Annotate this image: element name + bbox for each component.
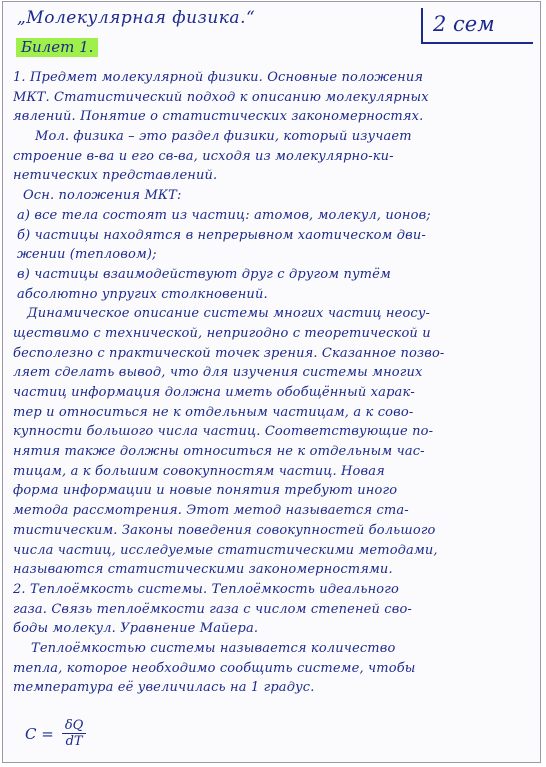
formula-numerator: δQ [62, 718, 86, 734]
text-line: б) частицы находятся в непрерывном хаотическом дви- [17, 227, 426, 243]
text-line: Динамическое описание системы многих частиц неосу- [27, 306, 431, 322]
text-line: а) все тела состоят из частиц: атомов, молекул, ионов; [17, 207, 431, 223]
text-line: жении (тепловом); [17, 247, 157, 263]
text-line: строение в-ва и его св-ва, исходя из молекулярно-ки- [13, 148, 394, 164]
text-line: МКТ. Статистический подход к описанию молекулярных [13, 89, 429, 105]
semester-label: 2 сем [421, 8, 533, 44]
text-line: числа частиц, исследуемые статистическими методами, [13, 542, 438, 558]
text-line: 1. Предмет молекулярной физики. Основные положения [13, 70, 424, 85]
text-line: температура её увеличилась на 1 градус. [13, 680, 315, 696]
formula-fraction [62, 718, 86, 749]
text-line: тицам, а к большим совокупностям частиц. Новая [13, 463, 385, 479]
text-line: явлений. Понятие о статистических закономерностях. [13, 109, 424, 125]
text-line: форма информации и новые понятия требуют иного [13, 483, 398, 499]
formula-lhs: C = [25, 724, 54, 743]
text-line: тер и относиться не к отдельным частицам, а к сово- [13, 404, 414, 420]
text-line: абсолютно упругих столкновений. [17, 286, 268, 302]
page-title: „Молекулярная физика.“ [17, 8, 256, 28]
text-line: бесполезно с практической точек зрения. Сказанное позво- [13, 345, 445, 361]
text-line: ляет сделать вывод, что для изучения системы многих [13, 365, 423, 381]
text-line: газа. Связь теплоёмкости газа с числом степеней сво- [13, 601, 412, 617]
text-line: Мол. физика – это раздел физики, который изучает [35, 129, 412, 145]
text-line: нятия также должны относиться не к отдельным час- [13, 444, 425, 460]
text-line: Теплоёмкостью системы называется количество [31, 640, 396, 656]
text-line: боды молекул. Уравнение Майера. [13, 621, 259, 637]
text-line: метода рассмотрения. Этот метод называется ста- [13, 503, 409, 519]
text-line: в) частицы взаимодействуют друг с другом путём [17, 266, 391, 282]
text-line: нетических представлений. [13, 168, 218, 184]
text-line: называются статистическими закономерностями. [13, 562, 393, 578]
handwritten-text [13, 68, 533, 698]
text-line: купности большого числа частиц. Соответствующие по- [13, 424, 434, 440]
ticket-heading: Билет 1. [16, 38, 98, 57]
text-line: ществимо с технической, непригодно с теоретической и [13, 325, 431, 341]
text-line: тистическим. Законы поведения совокупностей большого [13, 522, 436, 538]
text-line: 2. Теплоёмкость системы. Теплоёмкость идеального [13, 581, 399, 597]
text-line: частиц информация должна иметь обобщённый харак- [13, 385, 415, 400]
text-line: тепла, которое необходимо сообщить системе, чтобы [13, 660, 416, 676]
formula-denominator: dT [65, 734, 83, 749]
heat-capacity-formula [25, 718, 86, 749]
notebook-page [2, 1, 541, 763]
text-line: Осн. положения МКТ: [23, 188, 182, 204]
